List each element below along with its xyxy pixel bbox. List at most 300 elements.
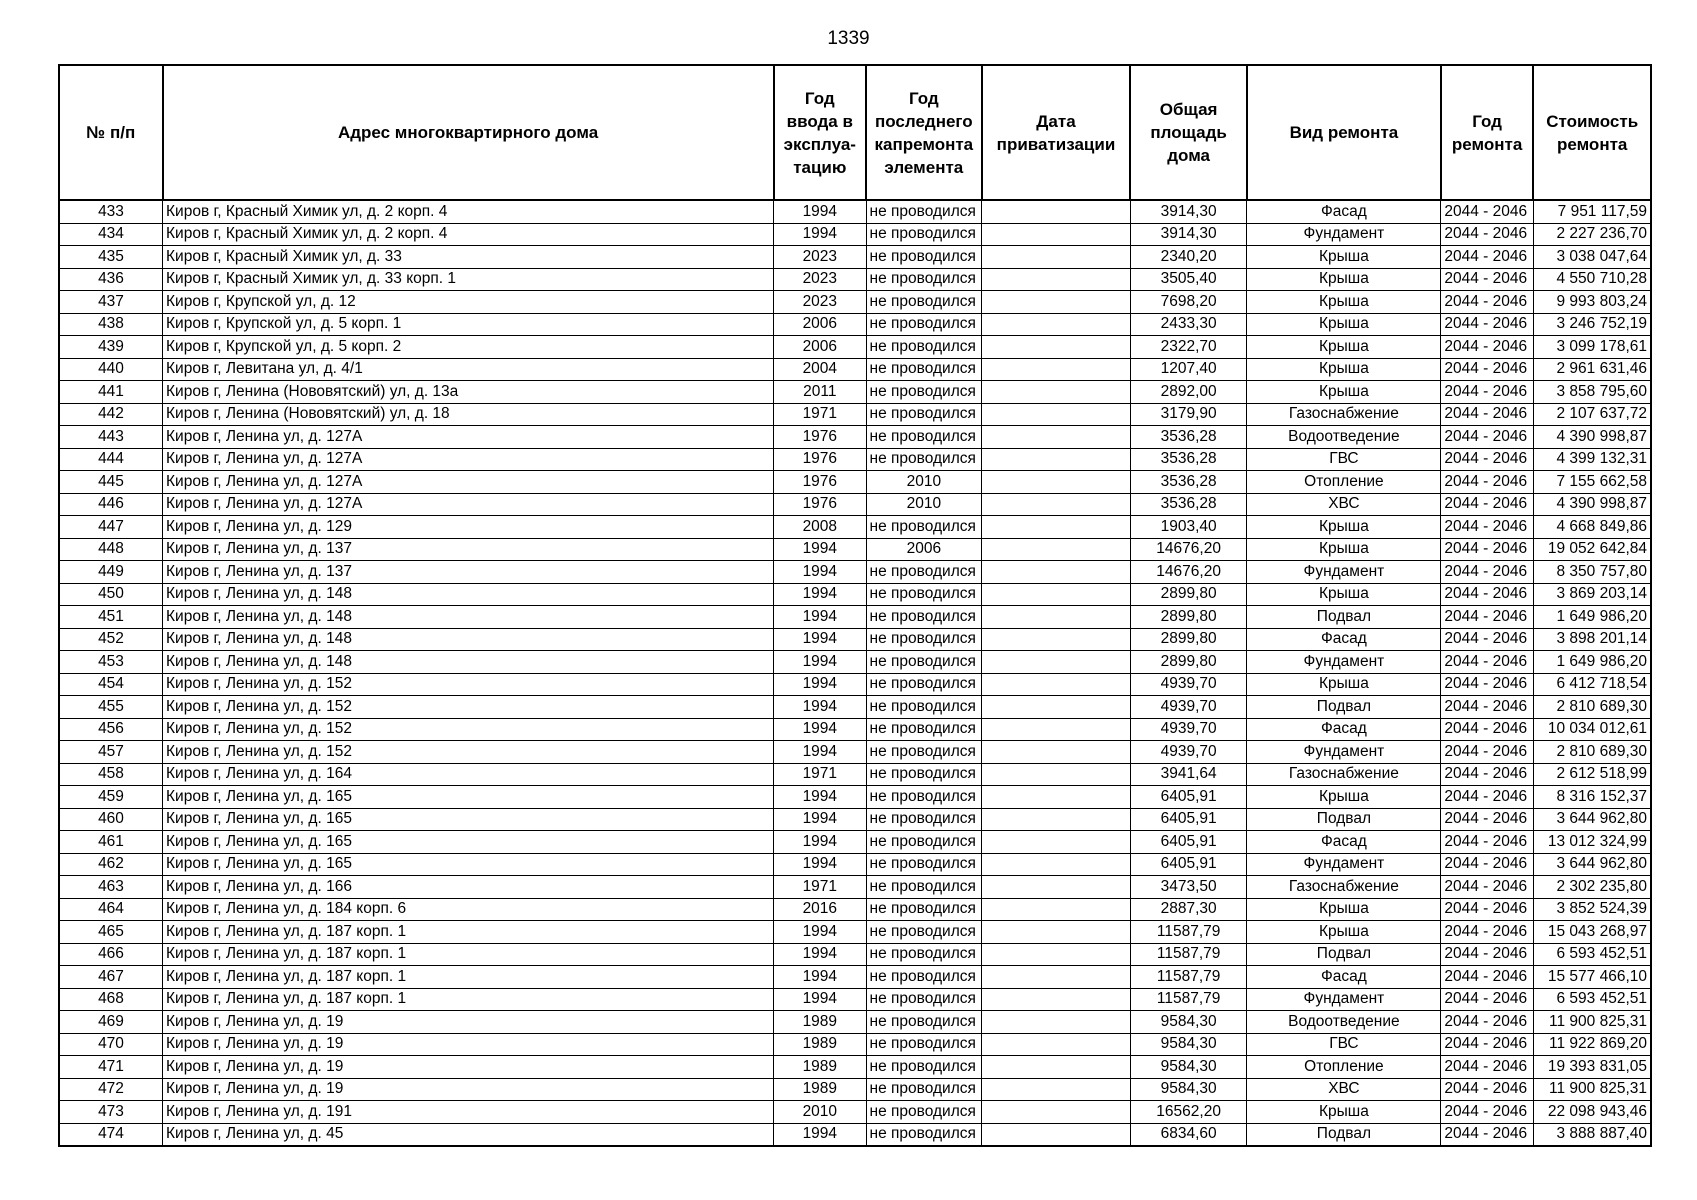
row-repair-year: 2044 - 2046 — [1441, 853, 1533, 876]
row-area: 3536,28 — [1130, 471, 1247, 494]
row-year-built: 1989 — [774, 1056, 866, 1079]
row-cost: 3 898 201,14 — [1533, 628, 1651, 651]
row-number: 434 — [59, 223, 163, 246]
row-repair-year: 2044 - 2046 — [1441, 336, 1533, 359]
row-number: 440 — [59, 358, 163, 381]
row-address: Киров г, Ленина ул, д. 165 — [163, 831, 774, 854]
row-cost: 11 922 869,20 — [1533, 1033, 1651, 1056]
row-year-built: 1971 — [774, 876, 866, 899]
row-repair-year: 2044 - 2046 — [1441, 763, 1533, 786]
row-number: 457 — [59, 741, 163, 764]
row-cost: 3 852 524,39 — [1533, 898, 1651, 921]
row-year-built: 1994 — [774, 673, 866, 696]
row-privatization — [982, 223, 1131, 246]
row-address: Киров г, Ленина ул, д. 127А — [163, 448, 774, 471]
row-repair-year: 2044 - 2046 — [1441, 943, 1533, 966]
row-area: 2899,80 — [1130, 583, 1247, 606]
table-row — [59, 268, 1651, 291]
row-number: 433 — [59, 200, 163, 223]
row-area: 3941,64 — [1130, 763, 1247, 786]
row-number: 447 — [59, 516, 163, 539]
row-number: 438 — [59, 313, 163, 336]
row-privatization — [982, 313, 1131, 336]
row-repair-year: 2044 - 2046 — [1441, 403, 1533, 426]
row-number: 452 — [59, 628, 163, 651]
row-repair-type: Подвал — [1247, 943, 1441, 966]
row-repair-type: Отопление — [1247, 1056, 1441, 1079]
row-repair-year: 2044 - 2046 — [1441, 268, 1533, 291]
row-last-repair: не проводился — [866, 606, 982, 629]
row-last-repair: не проводился — [866, 381, 982, 404]
table-row — [59, 673, 1651, 696]
row-cost: 3 869 203,14 — [1533, 583, 1651, 606]
row-repair-type: Фундамент — [1247, 853, 1441, 876]
row-address: Киров г, Ленина ул, д. 19 — [163, 1078, 774, 1101]
row-address: Киров г, Ленина ул, д. 152 — [163, 741, 774, 764]
row-year-built: 2006 — [774, 336, 866, 359]
row-address: Киров г, Ленина ул, д. 127А — [163, 471, 774, 494]
row-repair-type: Фундамент — [1247, 988, 1441, 1011]
row-cost: 11 900 825,31 — [1533, 1011, 1651, 1034]
row-privatization — [982, 426, 1131, 449]
row-cost: 19 052 642,84 — [1533, 538, 1651, 561]
row-year-built: 1994 — [774, 853, 866, 876]
row-number: 453 — [59, 651, 163, 674]
row-privatization — [982, 1011, 1131, 1034]
row-last-repair: не проводился — [866, 763, 982, 786]
row-repair-type: Крыша — [1247, 313, 1441, 336]
row-area: 16562,20 — [1130, 1101, 1247, 1124]
row-privatization — [982, 516, 1131, 539]
row-number: 450 — [59, 583, 163, 606]
row-last-repair: не проводился — [866, 1078, 982, 1101]
row-address: Киров г, Ленина ул, д. 166 — [163, 876, 774, 899]
repair-schedule-table — [58, 64, 1652, 1147]
row-area: 2340,20 — [1130, 246, 1247, 269]
row-address: Киров г, Ленина (Нововятский) ул, д. 18 — [163, 403, 774, 426]
table-row — [59, 808, 1651, 831]
row-cost: 3 888 887,40 — [1533, 1123, 1651, 1146]
row-cost: 3 644 962,80 — [1533, 808, 1651, 831]
row-repair-type: Фундамент — [1247, 741, 1441, 764]
row-cost: 6 412 718,54 — [1533, 673, 1651, 696]
table-row — [59, 718, 1651, 741]
row-last-repair: не проводился — [866, 943, 982, 966]
row-area: 1903,40 — [1130, 516, 1247, 539]
row-year-built: 2004 — [774, 358, 866, 381]
table-row — [59, 1078, 1651, 1101]
row-repair-year: 2044 - 2046 — [1441, 966, 1533, 989]
table-row — [59, 651, 1651, 674]
row-address: Киров г, Ленина ул, д. 127А — [163, 493, 774, 516]
row-repair-year: 2044 - 2046 — [1441, 1056, 1533, 1079]
row-year-built: 1994 — [774, 808, 866, 831]
row-cost: 8 350 757,80 — [1533, 561, 1651, 584]
row-area: 14676,20 — [1130, 561, 1247, 584]
row-area: 9584,30 — [1130, 1033, 1247, 1056]
row-repair-year: 2044 - 2046 — [1441, 538, 1533, 561]
row-area: 3536,28 — [1130, 426, 1247, 449]
table-row — [59, 381, 1651, 404]
row-year-built: 1994 — [774, 966, 866, 989]
row-repair-year: 2044 - 2046 — [1441, 1101, 1533, 1124]
row-repair-year: 2044 - 2046 — [1441, 741, 1533, 764]
row-cost: 8 316 152,37 — [1533, 786, 1651, 809]
row-last-repair: не проводился — [866, 1101, 982, 1124]
table-row — [59, 493, 1651, 516]
row-cost: 2 810 689,30 — [1533, 741, 1651, 764]
row-number: 449 — [59, 561, 163, 584]
row-privatization — [982, 628, 1131, 651]
row-cost: 7 155 662,58 — [1533, 471, 1651, 494]
row-repair-year: 2044 - 2046 — [1441, 606, 1533, 629]
row-address: Киров г, Крупской ул, д. 12 — [163, 291, 774, 314]
row-area: 11587,79 — [1130, 921, 1247, 944]
header-cost: Стоимость ремонта — [1533, 65, 1651, 200]
row-address: Киров г, Ленина ул, д. 152 — [163, 673, 774, 696]
row-cost: 4 399 132,31 — [1533, 448, 1651, 471]
row-repair-type: Фасад — [1247, 200, 1441, 223]
row-address: Киров г, Крупской ул, д. 5 корп. 1 — [163, 313, 774, 336]
row-repair-type: Крыша — [1247, 336, 1441, 359]
row-last-repair: не проводился — [866, 1123, 982, 1146]
row-area: 2899,80 — [1130, 606, 1247, 629]
header-privatization: Дата приватизации — [982, 65, 1131, 200]
row-last-repair: не проводился — [866, 516, 982, 539]
row-repair-year: 2044 - 2046 — [1441, 1033, 1533, 1056]
row-repair-type: ГВС — [1247, 448, 1441, 471]
row-area: 2892,00 — [1130, 381, 1247, 404]
row-repair-year: 2044 - 2046 — [1441, 223, 1533, 246]
row-area: 11587,79 — [1130, 943, 1247, 966]
row-repair-type: Крыша — [1247, 291, 1441, 314]
row-privatization — [982, 561, 1131, 584]
row-area: 2887,30 — [1130, 898, 1247, 921]
row-repair-type: Фасад — [1247, 718, 1441, 741]
row-address: Киров г, Ленина ул, д. 152 — [163, 696, 774, 719]
row-cost: 2 302 235,80 — [1533, 876, 1651, 899]
row-address: Киров г, Ленина ул, д. 184 корп. 6 — [163, 898, 774, 921]
row-number: 474 — [59, 1123, 163, 1146]
table-row — [59, 853, 1651, 876]
row-repair-year: 2044 - 2046 — [1441, 808, 1533, 831]
row-address: Киров г, Ленина ул, д. 19 — [163, 1033, 774, 1056]
row-last-repair: 2006 — [866, 538, 982, 561]
row-privatization — [982, 381, 1131, 404]
row-repair-type: Крыша — [1247, 538, 1441, 561]
row-repair-type: Крыша — [1247, 268, 1441, 291]
row-number: 470 — [59, 1033, 163, 1056]
row-number: 445 — [59, 471, 163, 494]
row-privatization — [982, 808, 1131, 831]
row-address: Киров г, Ленина ул, д. 191 — [163, 1101, 774, 1124]
row-number: 443 — [59, 426, 163, 449]
row-area: 6405,91 — [1130, 831, 1247, 854]
row-address: Киров г, Красный Химик ул, д. 33 — [163, 246, 774, 269]
row-cost: 3 644 962,80 — [1533, 853, 1651, 876]
row-last-repair: не проводился — [866, 583, 982, 606]
row-area: 14676,20 — [1130, 538, 1247, 561]
row-cost: 13 012 324,99 — [1533, 831, 1651, 854]
table-row — [59, 606, 1651, 629]
row-address: Киров г, Ленина ул, д. 148 — [163, 606, 774, 629]
row-repair-type: Отопление — [1247, 471, 1441, 494]
header-last-repair: Год последнего капремонта элемента — [866, 65, 982, 200]
row-cost: 22 098 943,46 — [1533, 1101, 1651, 1124]
table-row — [59, 1101, 1651, 1124]
row-repair-type: Крыша — [1247, 381, 1441, 404]
row-repair-type: Газоснабжение — [1247, 403, 1441, 426]
page-number: 1339 — [827, 28, 870, 49]
row-area: 11587,79 — [1130, 988, 1247, 1011]
table-header — [59, 65, 1651, 200]
row-area: 3179,90 — [1130, 403, 1247, 426]
row-area: 4939,70 — [1130, 696, 1247, 719]
row-address: Киров г, Левитана ул, д. 4/1 — [163, 358, 774, 381]
row-repair-year: 2044 - 2046 — [1441, 786, 1533, 809]
row-cost: 2 810 689,30 — [1533, 696, 1651, 719]
row-year-built: 1994 — [774, 786, 866, 809]
row-last-repair: не проводился — [866, 1033, 982, 1056]
row-address: Киров г, Ленина ул, д. 129 — [163, 516, 774, 539]
row-repair-year: 2044 - 2046 — [1441, 921, 1533, 944]
row-repair-type: Крыша — [1247, 246, 1441, 269]
row-year-built: 1994 — [774, 651, 866, 674]
row-last-repair: не проводился — [866, 291, 982, 314]
row-privatization — [982, 988, 1131, 1011]
table-row — [59, 1056, 1651, 1079]
row-cost: 6 593 452,51 — [1533, 988, 1651, 1011]
row-last-repair: не проводился — [866, 246, 982, 269]
row-year-built: 1994 — [774, 943, 866, 966]
row-repair-type: Подвал — [1247, 1123, 1441, 1146]
row-privatization — [982, 1033, 1131, 1056]
row-area: 6834,60 — [1130, 1123, 1247, 1146]
row-area: 1207,40 — [1130, 358, 1247, 381]
table-row — [59, 426, 1651, 449]
row-privatization — [982, 538, 1131, 561]
row-repair-year: 2044 - 2046 — [1441, 516, 1533, 539]
row-last-repair: не проводился — [866, 673, 982, 696]
row-address: Киров г, Ленина ул, д. 148 — [163, 583, 774, 606]
row-repair-type: ГВС — [1247, 1033, 1441, 1056]
row-privatization — [982, 493, 1131, 516]
row-repair-year: 2044 - 2046 — [1441, 426, 1533, 449]
row-last-repair: не проводился — [866, 966, 982, 989]
header-year-built: Год ввода в эксплуа-тацию — [774, 65, 866, 200]
row-address: Киров г, Крупской ул, д. 5 корп. 2 — [163, 336, 774, 359]
row-number: 454 — [59, 673, 163, 696]
row-year-built: 1994 — [774, 988, 866, 1011]
row-year-built: 1994 — [774, 223, 866, 246]
row-number: 464 — [59, 898, 163, 921]
table-row — [59, 471, 1651, 494]
row-privatization — [982, 898, 1131, 921]
row-number: 460 — [59, 808, 163, 831]
row-privatization — [982, 1123, 1131, 1146]
row-privatization — [982, 1101, 1131, 1124]
row-privatization — [982, 943, 1131, 966]
row-number: 461 — [59, 831, 163, 854]
row-year-built: 1994 — [774, 628, 866, 651]
row-area: 6405,91 — [1130, 786, 1247, 809]
row-year-built: 1994 — [774, 561, 866, 584]
row-number: 446 — [59, 493, 163, 516]
row-last-repair: не проводился — [866, 853, 982, 876]
row-number: 463 — [59, 876, 163, 899]
row-privatization — [982, 403, 1131, 426]
row-cost: 6 593 452,51 — [1533, 943, 1651, 966]
table-row — [59, 741, 1651, 764]
row-year-built: 1994 — [774, 606, 866, 629]
row-repair-year: 2044 - 2046 — [1441, 831, 1533, 854]
row-area: 6405,91 — [1130, 853, 1247, 876]
row-repair-type: Фундамент — [1247, 651, 1441, 674]
row-area: 3536,28 — [1130, 448, 1247, 471]
row-area: 11587,79 — [1130, 966, 1247, 989]
row-cost: 1 649 986,20 — [1533, 606, 1651, 629]
row-number: 436 — [59, 268, 163, 291]
row-area: 9584,30 — [1130, 1056, 1247, 1079]
row-repair-year: 2044 - 2046 — [1441, 313, 1533, 336]
row-year-built: 1989 — [774, 1078, 866, 1101]
row-area: 3536,28 — [1130, 493, 1247, 516]
row-cost: 1 649 986,20 — [1533, 651, 1651, 674]
table-row — [59, 516, 1651, 539]
row-address: Киров г, Ленина ул, д. 187 корп. 1 — [163, 966, 774, 989]
row-year-built: 1994 — [774, 831, 866, 854]
row-privatization — [982, 336, 1131, 359]
table-row — [59, 403, 1651, 426]
row-repair-type: Фундамент — [1247, 223, 1441, 246]
row-cost: 9 993 803,24 — [1533, 291, 1651, 314]
row-address: Киров г, Ленина ул, д. 165 — [163, 808, 774, 831]
row-year-built: 1994 — [774, 696, 866, 719]
row-number: 467 — [59, 966, 163, 989]
header-repair-type: Вид ремонта — [1247, 65, 1441, 200]
row-year-built: 2023 — [774, 268, 866, 291]
row-repair-type: ХВС — [1247, 1078, 1441, 1101]
header-area: Общая площадь дома — [1130, 65, 1247, 200]
row-year-built: 1976 — [774, 471, 866, 494]
row-cost: 11 900 825,31 — [1533, 1078, 1651, 1101]
table-row — [59, 583, 1651, 606]
row-number: 455 — [59, 696, 163, 719]
row-repair-year: 2044 - 2046 — [1441, 651, 1533, 674]
row-cost: 2 612 518,99 — [1533, 763, 1651, 786]
row-cost: 3 099 178,61 — [1533, 336, 1651, 359]
row-number: 473 — [59, 1101, 163, 1124]
row-privatization — [982, 448, 1131, 471]
row-repair-year: 2044 - 2046 — [1441, 673, 1533, 696]
row-last-repair: не проводился — [866, 628, 982, 651]
row-last-repair: не проводился — [866, 1056, 982, 1079]
row-repair-type: Газоснабжение — [1247, 763, 1441, 786]
row-privatization — [982, 1078, 1131, 1101]
row-last-repair: не проводился — [866, 876, 982, 899]
row-privatization — [982, 246, 1131, 269]
row-privatization — [982, 876, 1131, 899]
row-year-built: 2008 — [774, 516, 866, 539]
row-cost: 4 550 710,28 — [1533, 268, 1651, 291]
row-cost: 2 107 637,72 — [1533, 403, 1651, 426]
row-repair-type: Подвал — [1247, 696, 1441, 719]
row-address: Киров г, Ленина ул, д. 164 — [163, 763, 774, 786]
row-privatization — [982, 741, 1131, 764]
row-privatization — [982, 606, 1131, 629]
row-number: 448 — [59, 538, 163, 561]
row-address: Киров г, Красный Химик ул, д. 33 корп. 1 — [163, 268, 774, 291]
table-row — [59, 921, 1651, 944]
row-area: 2899,80 — [1130, 651, 1247, 674]
header-repair-year: Год ремонта — [1441, 65, 1533, 200]
row-repair-year: 2044 - 2046 — [1441, 1078, 1533, 1101]
row-cost: 4 668 849,86 — [1533, 516, 1651, 539]
row-repair-type: Крыша — [1247, 921, 1441, 944]
row-privatization — [982, 966, 1131, 989]
row-last-repair: не проводился — [866, 831, 982, 854]
row-address: Киров г, Ленина ул, д. 187 корп. 1 — [163, 943, 774, 966]
row-privatization — [982, 651, 1131, 674]
row-last-repair: не проводился — [866, 426, 982, 449]
header-num: № п/п — [59, 65, 163, 200]
table-row — [59, 966, 1651, 989]
table-row — [59, 876, 1651, 899]
row-privatization — [982, 673, 1131, 696]
row-cost: 7 951 117,59 — [1533, 200, 1651, 223]
row-repair-year: 2044 - 2046 — [1441, 1123, 1533, 1146]
row-number: 471 — [59, 1056, 163, 1079]
row-privatization — [982, 921, 1131, 944]
row-address: Киров г, Ленина ул, д. 148 — [163, 628, 774, 651]
row-cost: 15 577 466,10 — [1533, 966, 1651, 989]
row-last-repair: не проводился — [866, 741, 982, 764]
row-repair-year: 2044 - 2046 — [1441, 696, 1533, 719]
table-row — [59, 831, 1651, 854]
row-repair-year: 2044 - 2046 — [1441, 200, 1533, 223]
row-last-repair: не проводился — [866, 448, 982, 471]
row-repair-year: 2044 - 2046 — [1441, 1011, 1533, 1034]
row-repair-type: Крыша — [1247, 358, 1441, 381]
row-address: Киров г, Ленина ул, д. 187 корп. 1 — [163, 988, 774, 1011]
row-number: 472 — [59, 1078, 163, 1101]
row-privatization — [982, 268, 1131, 291]
row-cost: 3 858 795,60 — [1533, 381, 1651, 404]
row-repair-type: Фундамент — [1247, 561, 1441, 584]
row-year-built: 1976 — [774, 426, 866, 449]
row-repair-type: Водоотведение — [1247, 1011, 1441, 1034]
row-last-repair: не проводился — [866, 336, 982, 359]
row-privatization — [982, 1056, 1131, 1079]
row-address: Киров г, Ленина ул, д. 137 — [163, 561, 774, 584]
row-number: 437 — [59, 291, 163, 314]
row-address: Киров г, Ленина ул, д. 148 — [163, 651, 774, 674]
table-row — [59, 291, 1651, 314]
table-row — [59, 313, 1651, 336]
table-row — [59, 200, 1651, 223]
row-cost: 4 390 998,87 — [1533, 426, 1651, 449]
row-area: 2899,80 — [1130, 628, 1247, 651]
row-address: Киров г, Ленина ул, д. 127А — [163, 426, 774, 449]
row-year-built: 2011 — [774, 381, 866, 404]
row-last-repair: не проводился — [866, 696, 982, 719]
row-last-repair: 2010 — [866, 493, 982, 516]
row-last-repair: 2010 — [866, 471, 982, 494]
row-area: 3914,30 — [1130, 223, 1247, 246]
row-year-built: 2023 — [774, 291, 866, 314]
row-area: 7698,20 — [1130, 291, 1247, 314]
row-repair-type: Фасад — [1247, 966, 1441, 989]
